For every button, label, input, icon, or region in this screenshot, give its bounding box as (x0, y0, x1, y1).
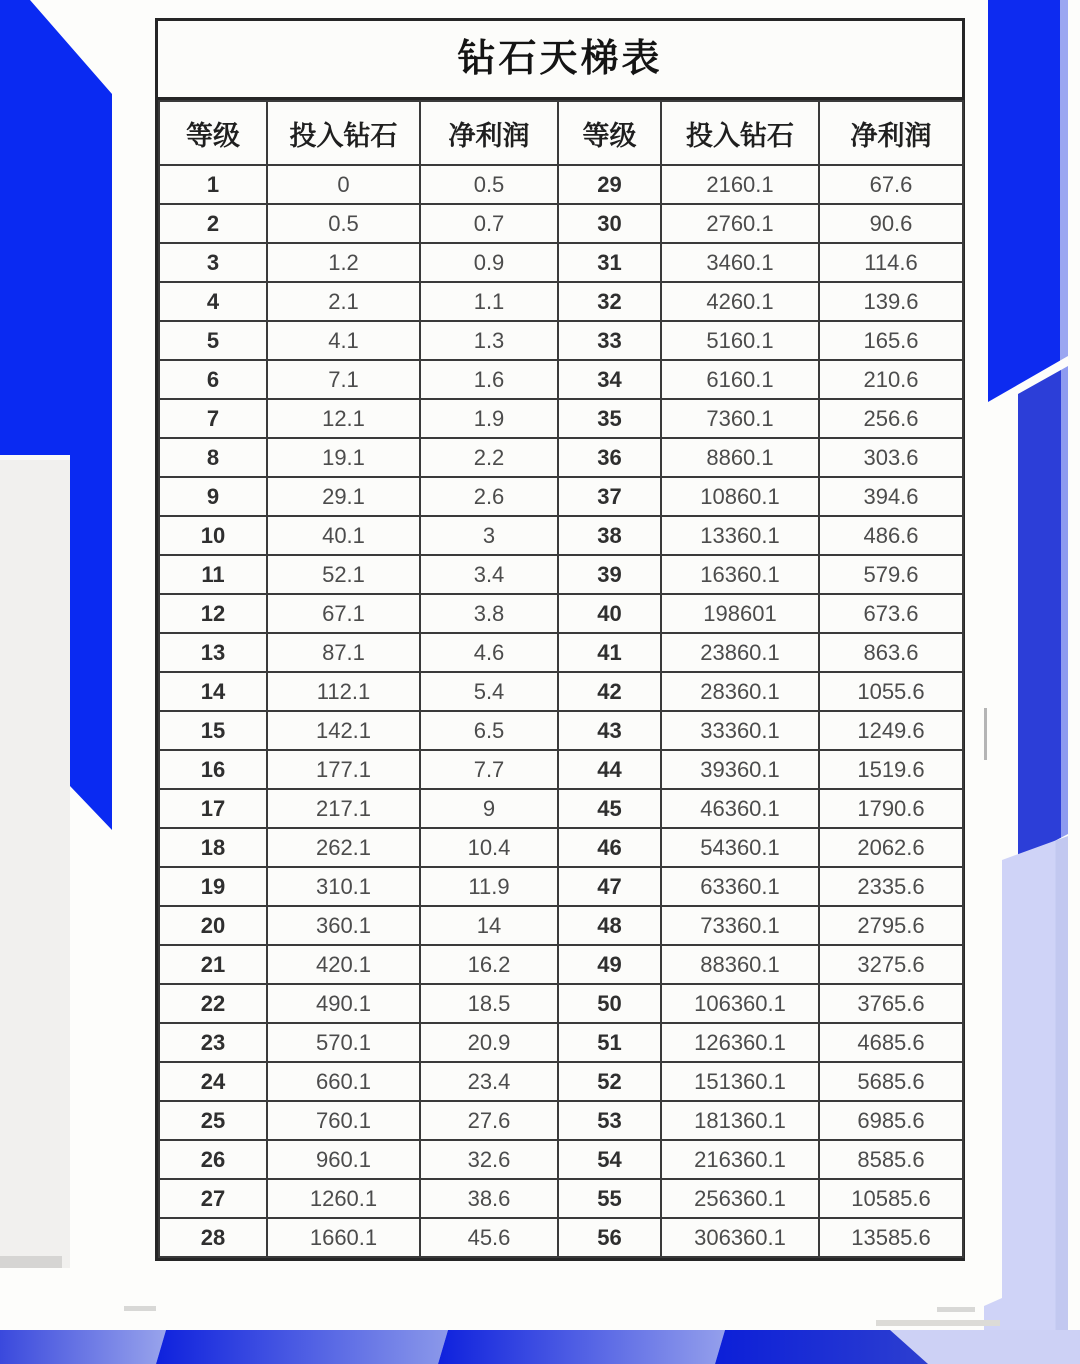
net-profit-cell: 18.5 (420, 984, 558, 1023)
level-cell: 31 (558, 243, 661, 282)
net-profit-cell: 0.9 (420, 243, 558, 282)
invest-diamond-cell: 73360.1 (661, 906, 819, 945)
right-blue-ribbon-middle (1018, 366, 1068, 860)
level-cell: 54 (558, 1140, 661, 1179)
banner-segment-1 (0, 1330, 170, 1364)
net-profit-cell: 1.1 (420, 282, 558, 321)
invest-diamond-cell: 2.1 (267, 282, 420, 321)
net-profit-cell: 16.2 (420, 945, 558, 984)
invest-diamond-cell: 760.1 (267, 1101, 420, 1140)
invest-diamond-cell: 960.1 (267, 1140, 420, 1179)
net-profit-cell: 5685.6 (819, 1062, 963, 1101)
invest-diamond-cell: 54360.1 (661, 828, 819, 867)
invest-diamond-cell: 39360.1 (661, 750, 819, 789)
invest-diamond-cell: 4260.1 (661, 282, 819, 321)
level-cell: 12 (159, 594, 267, 633)
level-cell: 18 (159, 828, 267, 867)
table-row (159, 672, 963, 711)
table-row (159, 594, 963, 633)
level-cell: 2 (159, 204, 267, 243)
invest-diamond-cell: 262.1 (267, 828, 420, 867)
table-row (159, 282, 963, 321)
invest-diamond-cell: 177.1 (267, 750, 420, 789)
net-profit-cell: 673.6 (819, 594, 963, 633)
net-profit-cell: 13585.6 (819, 1218, 963, 1257)
net-profit-cell: 6.5 (420, 711, 558, 750)
table-row (159, 906, 963, 945)
invest-diamond-cell: 360.1 (267, 906, 420, 945)
invest-diamond-cell: 570.1 (267, 1023, 420, 1062)
table-row (159, 984, 963, 1023)
column-header-1: 投入钻石 (267, 101, 420, 165)
level-cell: 38 (558, 516, 661, 555)
level-cell: 52 (558, 1062, 661, 1101)
net-profit-cell: 1.9 (420, 399, 558, 438)
column-header-2: 净利润 (420, 101, 558, 165)
table-header-row (159, 101, 963, 165)
net-profit-cell: 3765.6 (819, 984, 963, 1023)
level-cell: 20 (159, 906, 267, 945)
level-cell: 4 (159, 282, 267, 321)
table-row (159, 204, 963, 243)
level-cell: 43 (558, 711, 661, 750)
column-header-3: 等级 (558, 101, 661, 165)
net-profit-cell: 1.6 (420, 360, 558, 399)
net-profit-cell: 20.9 (420, 1023, 558, 1062)
invest-diamond-cell: 88360.1 (661, 945, 819, 984)
level-cell: 44 (558, 750, 661, 789)
level-cell: 22 (159, 984, 267, 1023)
invest-diamond-cell: 40.1 (267, 516, 420, 555)
invest-diamond-cell: 7.1 (267, 360, 420, 399)
level-cell: 37 (558, 477, 661, 516)
table-row (159, 1218, 963, 1257)
level-cell: 28 (159, 1218, 267, 1257)
net-profit-cell: 14 (420, 906, 558, 945)
bottom-gray-dash-left (124, 1306, 156, 1311)
invest-diamond-cell: 29.1 (267, 477, 420, 516)
level-cell: 9 (159, 477, 267, 516)
net-profit-cell: 67.6 (819, 165, 963, 204)
net-profit-cell: 2795.6 (819, 906, 963, 945)
net-profit-cell: 863.6 (819, 633, 963, 672)
level-cell: 29 (558, 165, 661, 204)
level-cell: 40 (558, 594, 661, 633)
table-row (159, 1101, 963, 1140)
level-cell: 23 (159, 1023, 267, 1062)
table-row (159, 477, 963, 516)
right-blue-ribbon-top (988, 0, 1068, 402)
level-cell: 30 (558, 204, 661, 243)
net-profit-cell: 303.6 (819, 438, 963, 477)
invest-diamond-cell: 6160.1 (661, 360, 819, 399)
table-row (159, 165, 963, 204)
invest-diamond-cell: 306360.1 (661, 1218, 819, 1257)
net-profit-cell: 0.5 (420, 165, 558, 204)
invest-diamond-cell: 0 (267, 165, 420, 204)
invest-diamond-cell: 16360.1 (661, 555, 819, 594)
net-profit-cell: 2.6 (420, 477, 558, 516)
table-row (159, 243, 963, 282)
diamond-ladder-table (155, 18, 965, 1261)
net-profit-cell: 10.4 (420, 828, 558, 867)
level-cell: 1 (159, 165, 267, 204)
level-cell: 48 (558, 906, 661, 945)
invest-diamond-cell: 142.1 (267, 711, 420, 750)
invest-diamond-cell: 28360.1 (661, 672, 819, 711)
table-row (159, 711, 963, 750)
net-profit-cell: 11.9 (420, 867, 558, 906)
level-cell: 5 (159, 321, 267, 360)
bottom-gray-dash-right (937, 1307, 975, 1312)
level-cell: 51 (558, 1023, 661, 1062)
invest-diamond-cell: 52.1 (267, 555, 420, 594)
table-row (159, 1023, 963, 1062)
level-cell: 34 (558, 360, 661, 399)
invest-diamond-cell: 310.1 (267, 867, 420, 906)
invest-diamond-cell: 23860.1 (661, 633, 819, 672)
table-row (159, 750, 963, 789)
net-profit-cell: 2062.6 (819, 828, 963, 867)
invest-diamond-cell: 490.1 (267, 984, 420, 1023)
invest-diamond-cell: 63360.1 (661, 867, 819, 906)
net-profit-cell: 1790.6 (819, 789, 963, 828)
net-profit-cell: 10585.6 (819, 1179, 963, 1218)
invest-diamond-cell: 106360.1 (661, 984, 819, 1023)
invest-diamond-cell: 67.1 (267, 594, 420, 633)
level-cell: 56 (558, 1218, 661, 1257)
invest-diamond-cell: 4.1 (267, 321, 420, 360)
level-cell: 11 (159, 555, 267, 594)
net-profit-cell: 3275.6 (819, 945, 963, 984)
invest-diamond-cell: 87.1 (267, 633, 420, 672)
level-cell: 16 (159, 750, 267, 789)
net-profit-cell: 27.6 (420, 1101, 558, 1140)
net-profit-cell: 3 (420, 516, 558, 555)
invest-diamond-cell: 2760.1 (661, 204, 819, 243)
ladder-table (158, 100, 964, 1258)
level-cell: 15 (159, 711, 267, 750)
table-row (159, 1140, 963, 1179)
bottom-blue-banner (0, 1330, 1080, 1364)
table-row (159, 1179, 963, 1218)
net-profit-cell: 394.6 (819, 477, 963, 516)
invest-diamond-cell: 3460.1 (661, 243, 819, 282)
level-cell: 39 (558, 555, 661, 594)
invest-diamond-cell: 46360.1 (661, 789, 819, 828)
net-profit-cell: 1249.6 (819, 711, 963, 750)
level-cell: 36 (558, 438, 661, 477)
net-profit-cell: 38.6 (420, 1179, 558, 1218)
net-profit-cell: 2335.6 (819, 867, 963, 906)
level-cell: 10 (159, 516, 267, 555)
invest-diamond-cell: 19.1 (267, 438, 420, 477)
invest-diamond-cell: 10860.1 (661, 477, 819, 516)
invest-diamond-cell: 216360.1 (661, 1140, 819, 1179)
net-profit-cell: 139.6 (819, 282, 963, 321)
invest-diamond-cell: 5160.1 (661, 321, 819, 360)
table-row (159, 555, 963, 594)
level-cell: 7 (159, 399, 267, 438)
net-profit-cell: 3.4 (420, 555, 558, 594)
level-cell: 3 (159, 243, 267, 282)
invest-diamond-cell: 126360.1 (661, 1023, 819, 1062)
level-cell: 42 (558, 672, 661, 711)
net-profit-cell: 256.6 (819, 399, 963, 438)
level-cell: 6 (159, 360, 267, 399)
invest-diamond-cell: 13360.1 (661, 516, 819, 555)
net-profit-cell: 210.6 (819, 360, 963, 399)
invest-diamond-cell: 1260.1 (267, 1179, 420, 1218)
level-cell: 19 (159, 867, 267, 906)
level-cell: 45 (558, 789, 661, 828)
net-profit-cell: 5.4 (420, 672, 558, 711)
net-profit-cell: 8585.6 (819, 1140, 963, 1179)
net-profit-cell: 165.6 (819, 321, 963, 360)
table-title: 钻石天梯表 (158, 21, 962, 100)
level-cell: 49 (558, 945, 661, 984)
table-row (159, 438, 963, 477)
left-gray-panel (0, 455, 70, 1268)
level-cell: 53 (558, 1101, 661, 1140)
invest-diamond-cell: 2160.1 (661, 165, 819, 204)
net-profit-cell: 9 (420, 789, 558, 828)
net-profit-cell: 0.7 (420, 204, 558, 243)
level-cell: 35 (558, 399, 661, 438)
level-cell: 32 (558, 282, 661, 321)
net-profit-cell: 1.3 (420, 321, 558, 360)
level-cell: 46 (558, 828, 661, 867)
net-profit-cell: 6985.6 (819, 1101, 963, 1140)
net-profit-cell: 32.6 (420, 1140, 558, 1179)
table-row (159, 945, 963, 984)
invest-diamond-cell: 181360.1 (661, 1101, 819, 1140)
column-header-0: 等级 (159, 101, 267, 165)
invest-diamond-cell: 12.1 (267, 399, 420, 438)
net-profit-cell: 1519.6 (819, 750, 963, 789)
net-profit-cell: 486.6 (819, 516, 963, 555)
table-row (159, 789, 963, 828)
column-header-4: 投入钻石 (661, 101, 819, 165)
level-cell: 55 (558, 1179, 661, 1218)
invest-diamond-cell: 256360.1 (661, 1179, 819, 1218)
net-profit-cell: 4.6 (420, 633, 558, 672)
invest-diamond-cell: 1660.1 (267, 1218, 420, 1257)
invest-diamond-cell: 0.5 (267, 204, 420, 243)
level-cell: 33 (558, 321, 661, 360)
invest-diamond-cell: 112.1 (267, 672, 420, 711)
invest-diamond-cell: 420.1 (267, 945, 420, 984)
level-cell: 47 (558, 867, 661, 906)
right-gray-tick (984, 708, 987, 760)
level-cell: 24 (159, 1062, 267, 1101)
table-row (159, 867, 963, 906)
net-profit-cell: 3.8 (420, 594, 558, 633)
table-row (159, 399, 963, 438)
level-cell: 26 (159, 1140, 267, 1179)
level-cell: 25 (159, 1101, 267, 1140)
net-profit-cell: 7.7 (420, 750, 558, 789)
level-cell: 27 (159, 1179, 267, 1218)
banner-segment-3 (438, 1330, 733, 1364)
banner-segment-4 (715, 1330, 930, 1364)
table-row (159, 321, 963, 360)
level-cell: 13 (159, 633, 267, 672)
table-row (159, 1062, 963, 1101)
invest-diamond-cell: 660.1 (267, 1062, 420, 1101)
invest-diamond-cell: 33360.1 (661, 711, 819, 750)
net-profit-cell: 45.6 (420, 1218, 558, 1257)
table-row (159, 828, 963, 867)
table-row (159, 516, 963, 555)
table-row (159, 360, 963, 399)
net-profit-cell: 1055.6 (819, 672, 963, 711)
net-profit-cell: 4685.6 (819, 1023, 963, 1062)
net-profit-cell: 23.4 (420, 1062, 558, 1101)
invest-diamond-cell: 198601 (661, 594, 819, 633)
level-cell: 21 (159, 945, 267, 984)
left-gray-panel-footer (0, 1256, 62, 1268)
invest-diamond-cell: 1.2 (267, 243, 420, 282)
level-cell: 50 (558, 984, 661, 1023)
invest-diamond-cell: 217.1 (267, 789, 420, 828)
net-profit-cell: 90.6 (819, 204, 963, 243)
invest-diamond-cell: 7360.1 (661, 399, 819, 438)
net-profit-cell: 579.6 (819, 555, 963, 594)
invest-diamond-cell: 151360.1 (661, 1062, 819, 1101)
right-lavender-ribbon (984, 836, 1068, 1364)
net-profit-cell: 114.6 (819, 243, 963, 282)
level-cell: 17 (159, 789, 267, 828)
invest-diamond-cell: 8860.1 (661, 438, 819, 477)
sheet-corner-shadow (876, 1320, 1000, 1326)
net-profit-cell: 2.2 (420, 438, 558, 477)
table-row (159, 633, 963, 672)
level-cell: 14 (159, 672, 267, 711)
banner-segment-2 (156, 1330, 456, 1364)
column-header-5: 净利润 (819, 101, 963, 165)
level-cell: 41 (558, 633, 661, 672)
level-cell: 8 (159, 438, 267, 477)
